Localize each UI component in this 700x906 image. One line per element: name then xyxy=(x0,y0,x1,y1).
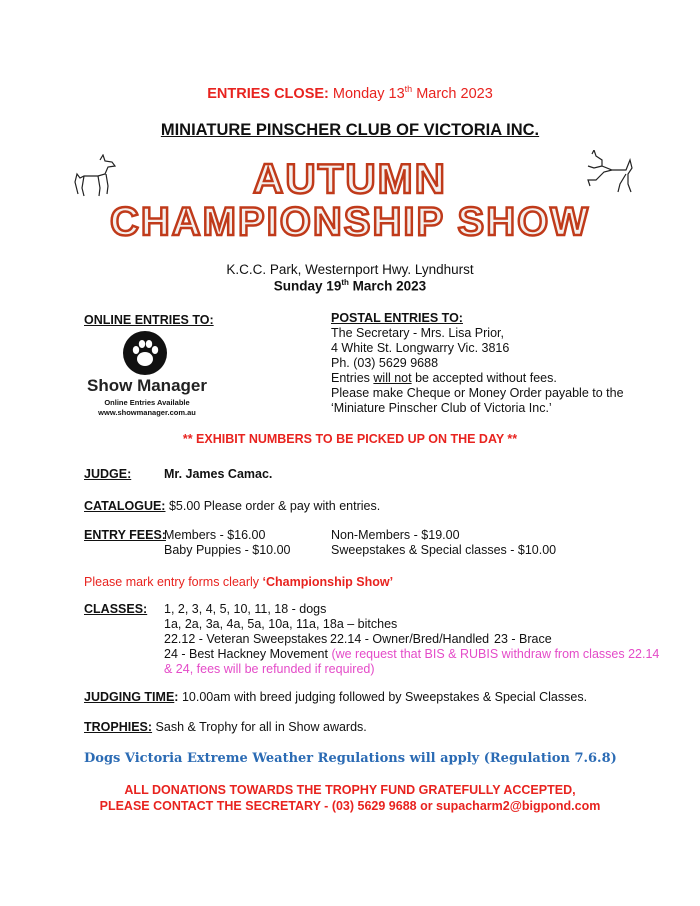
entry-fees-label: ENTRY FEES: xyxy=(84,528,166,542)
logo-name: Show Manager xyxy=(87,376,207,395)
classes-list: 1, 2, 3, 4, 5, 10, 11, 18 - dogs 1a, 2a, 3a, 4a, 5a, 10a, 11a, 18a – bitches 22.12 - Veteran Sweepstakes 22.14 - Owner/Bred/Handled 23 - Brace 24 - Best Hackney Movement (we request that BIS & RUBIS withdraw from classes 22.14 & 24, fees will be refunded if required) xyxy=(164,602,660,676)
judge-label: JUDGE: xyxy=(84,467,132,481)
fee-members: Members - $16.00 xyxy=(164,528,266,542)
trophies: TROPHIES: Sash & Trophy for all in Show awards. xyxy=(84,720,367,734)
fee-non-members: Non-Members - $19.00 xyxy=(331,528,460,542)
paw-icon xyxy=(122,330,168,376)
title-autumn: AUTUMN xyxy=(253,155,447,202)
weather-regulations: Dogs Victoria Extreme Weather Regulations will apply (Regulation 7.6.8) xyxy=(84,751,617,766)
club-name: MINIATURE PINSCHER CLUB OF VICTORIA INC. xyxy=(160,121,540,139)
online-entries-heading: ONLINE ENTRIES TO: xyxy=(84,313,214,327)
postal-line: 4 White St. Longwarry Vic. 3816 xyxy=(331,341,510,355)
donations-line2: PLEASE CONTACT THE SECRETARY - (03) 5629 9688 or supacharm2@bigpond.com xyxy=(99,799,601,813)
venue: K.C.C. Park, Westernport Hwy. Lyndhurst xyxy=(226,262,474,277)
entries-close: ENTRIES CLOSE: Monday 13th March 2023 xyxy=(207,84,493,102)
logo-line1: Online Entries Available xyxy=(104,398,190,407)
fee-sweepstakes: Sweepstakes & Special classes - $10.00 xyxy=(331,543,557,557)
judging-time: JUDGING TIME: 10.00am with breed judging followed by Sweepstakes & Special Classes. xyxy=(84,690,588,704)
exhibit-notice: ** EXHIBIT NUMBERS TO BE PICKED UP ON THE DAY ** xyxy=(182,432,518,446)
postal-line: The Secretary - Mrs. Lisa Prior, xyxy=(331,326,504,340)
title-championship-show: CHAMPIONSHIP SHOW xyxy=(110,200,590,244)
mark-forms-note: Please mark entry forms clearly ‘Championship Show’ xyxy=(84,575,394,589)
postal-line: Entries will not be accepted without fees. xyxy=(331,371,557,385)
donations-line1: ALL DONATIONS TOWARDS THE TROPHY FUND GRATEFULLY ACCEPTED, xyxy=(124,783,576,797)
postal-line: ‘Miniature Pinscher Club of Victoria Inc.’ xyxy=(331,401,552,415)
logo-url: www.showmanager.com.au xyxy=(98,408,196,417)
postal-line: Ph. (03) 5629 9688 xyxy=(331,356,439,370)
postal-line: Please make Cheque or Money Order payable to the xyxy=(331,386,624,400)
fee-baby-puppies: Baby Puppies - $10.00 xyxy=(164,543,291,557)
judge-value: Mr. James Camac. xyxy=(164,467,273,481)
catalogue: CATALOGUE: $5.00 Please order & pay with entries. xyxy=(84,499,381,513)
classes-label: CLASSES: xyxy=(84,602,148,616)
show-date: Sunday 19th March 2023 xyxy=(273,278,427,294)
postal-heading: POSTAL ENTRIES TO: xyxy=(331,311,463,325)
show-manager-logo[interactable] xyxy=(80,328,220,423)
postal-entries xyxy=(331,311,624,416)
